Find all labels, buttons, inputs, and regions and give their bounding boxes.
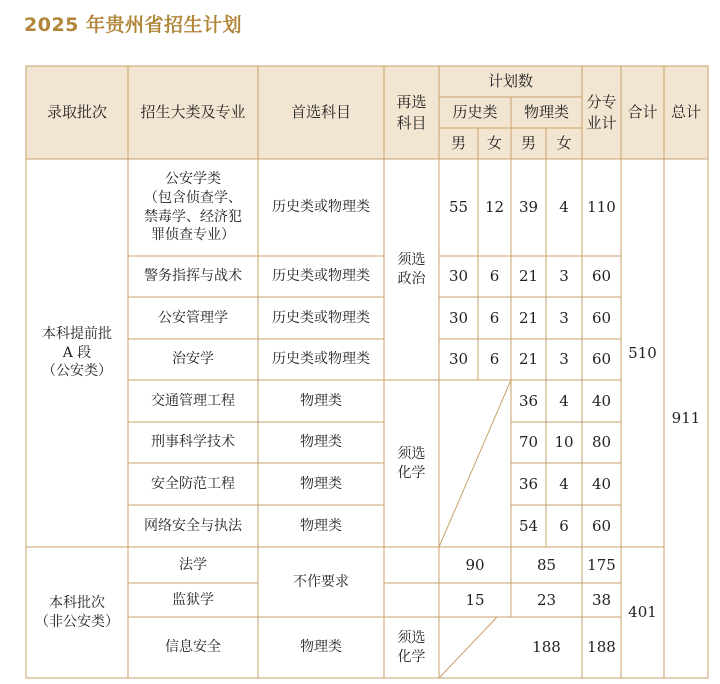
history-male-cell: 30 [448, 350, 469, 369]
major-cell: 刑事科学技术 [151, 434, 235, 451]
header-plan-count: 计划数 [487, 72, 533, 91]
major-cell: 安全防范工程 [151, 475, 235, 492]
header-physics: 物理类 [523, 103, 569, 122]
physics-female-cell: 10 [554, 433, 574, 452]
physics-male-cell: 21 [518, 308, 539, 327]
header-history-male: 男 [450, 134, 466, 153]
major-cell: 公安管理学 [158, 309, 228, 326]
header-major: 招生大类及专业 [140, 103, 246, 122]
by-major-cell: 188 [587, 638, 616, 657]
primary-cell: 物理类 [300, 434, 342, 451]
by-major-cell: 60 [591, 267, 612, 286]
history-female-cell: 6 [489, 350, 500, 369]
batch-b: 本科批次 （非公安类） [35, 594, 119, 630]
by-major-cell: 60 [591, 516, 612, 535]
header-physics-male: 男 [520, 134, 536, 153]
physics-female-cell: 3 [559, 308, 569, 327]
history-male-cell: 55 [448, 198, 469, 217]
header-total: 总计 [670, 103, 701, 122]
physics-cell: 23 [536, 590, 557, 609]
history-cell: 90 [465, 555, 485, 574]
physics-cell: 85 [536, 555, 557, 574]
reselect-politics: 须选 政治 [397, 251, 426, 287]
header-batch: 录取批次 [46, 103, 107, 122]
physics-male-cell: 70 [518, 433, 539, 452]
physics-male-cell: 54 [518, 516, 539, 535]
physics-male-cell: 36 [518, 474, 539, 493]
subtotal-a: 510 [628, 343, 657, 362]
physics-female-cell: 3 [559, 267, 569, 286]
grand-total: 911 [671, 409, 701, 428]
primary-cell: 物理类 [300, 517, 342, 534]
history-male-cell: 30 [448, 267, 469, 286]
primary-cell: 历史类或物理类 [272, 351, 370, 368]
physics-female-cell: 4 [559, 474, 569, 493]
physics-female-cell: 4 [559, 198, 569, 217]
physics-cell: 188 [532, 638, 561, 657]
primary-cell: 不作要求 [293, 573, 349, 590]
major-cell: 公安学类 （包含侦查学、 禁毒学、经济犯 罪侦查专业） [144, 170, 242, 244]
header-subtotal: 合计 [627, 103, 658, 122]
major-cell: 监狱学 [172, 591, 214, 608]
primary-cell: 历史类或物理类 [272, 199, 370, 216]
history-cell: 15 [465, 590, 485, 609]
by-major-cell: 38 [591, 590, 612, 609]
primary-cell: 物理类 [300, 639, 342, 656]
by-major-cell: 110 [587, 198, 616, 217]
physics-male-cell: 36 [518, 391, 539, 410]
physics-female-cell: 4 [559, 391, 569, 410]
by-major-cell: 40 [591, 391, 612, 410]
header-by-major: 分专 业计 [586, 93, 617, 132]
major-cell: 交通管理工程 [151, 392, 235, 409]
physics-male-cell: 21 [518, 350, 539, 369]
by-major-cell: 80 [591, 433, 612, 452]
history-female-cell: 6 [489, 308, 500, 327]
major-cell: 信息安全 [165, 639, 221, 656]
reselect-chemistry-b: 须选 化学 [397, 629, 426, 665]
physics-male-cell: 39 [518, 198, 539, 217]
by-major-cell: 60 [591, 308, 612, 327]
header-reselect: 再选 科目 [396, 93, 427, 132]
primary-cell: 物理类 [300, 475, 342, 492]
by-major-cell: 60 [591, 350, 612, 369]
by-major-cell: 175 [587, 555, 616, 574]
by-major-cell: 40 [591, 474, 612, 493]
physics-female-cell: 3 [559, 350, 569, 369]
batch-a: 本科提前批 A 段 （公安类） [42, 325, 112, 380]
history-male-cell: 30 [448, 308, 469, 327]
header-primary-subject: 首选科目 [290, 103, 351, 122]
subtotal-b: 401 [628, 603, 657, 622]
major-cell: 网络安全与执法 [144, 517, 242, 534]
header-physics-female: 女 [556, 134, 572, 153]
physics-male-cell: 21 [518, 267, 539, 286]
history-female-cell: 6 [489, 267, 500, 286]
history-female-cell: 12 [484, 198, 505, 217]
page-title: 2025 年贵州省招生计划 [24, 14, 242, 36]
primary-cell: 历史类或物理类 [272, 309, 370, 326]
major-cell: 警务指挥与战术 [144, 268, 242, 285]
major-cell: 治安学 [172, 351, 214, 368]
reselect-chemistry: 须选 化学 [397, 445, 426, 481]
primary-cell: 物理类 [300, 392, 342, 409]
primary-cell: 历史类或物理类 [272, 268, 370, 285]
physics-female-cell: 6 [559, 516, 569, 535]
header-history: 历史类 [452, 103, 498, 122]
major-cell: 法学 [179, 556, 207, 573]
header-history-female: 女 [486, 134, 502, 153]
